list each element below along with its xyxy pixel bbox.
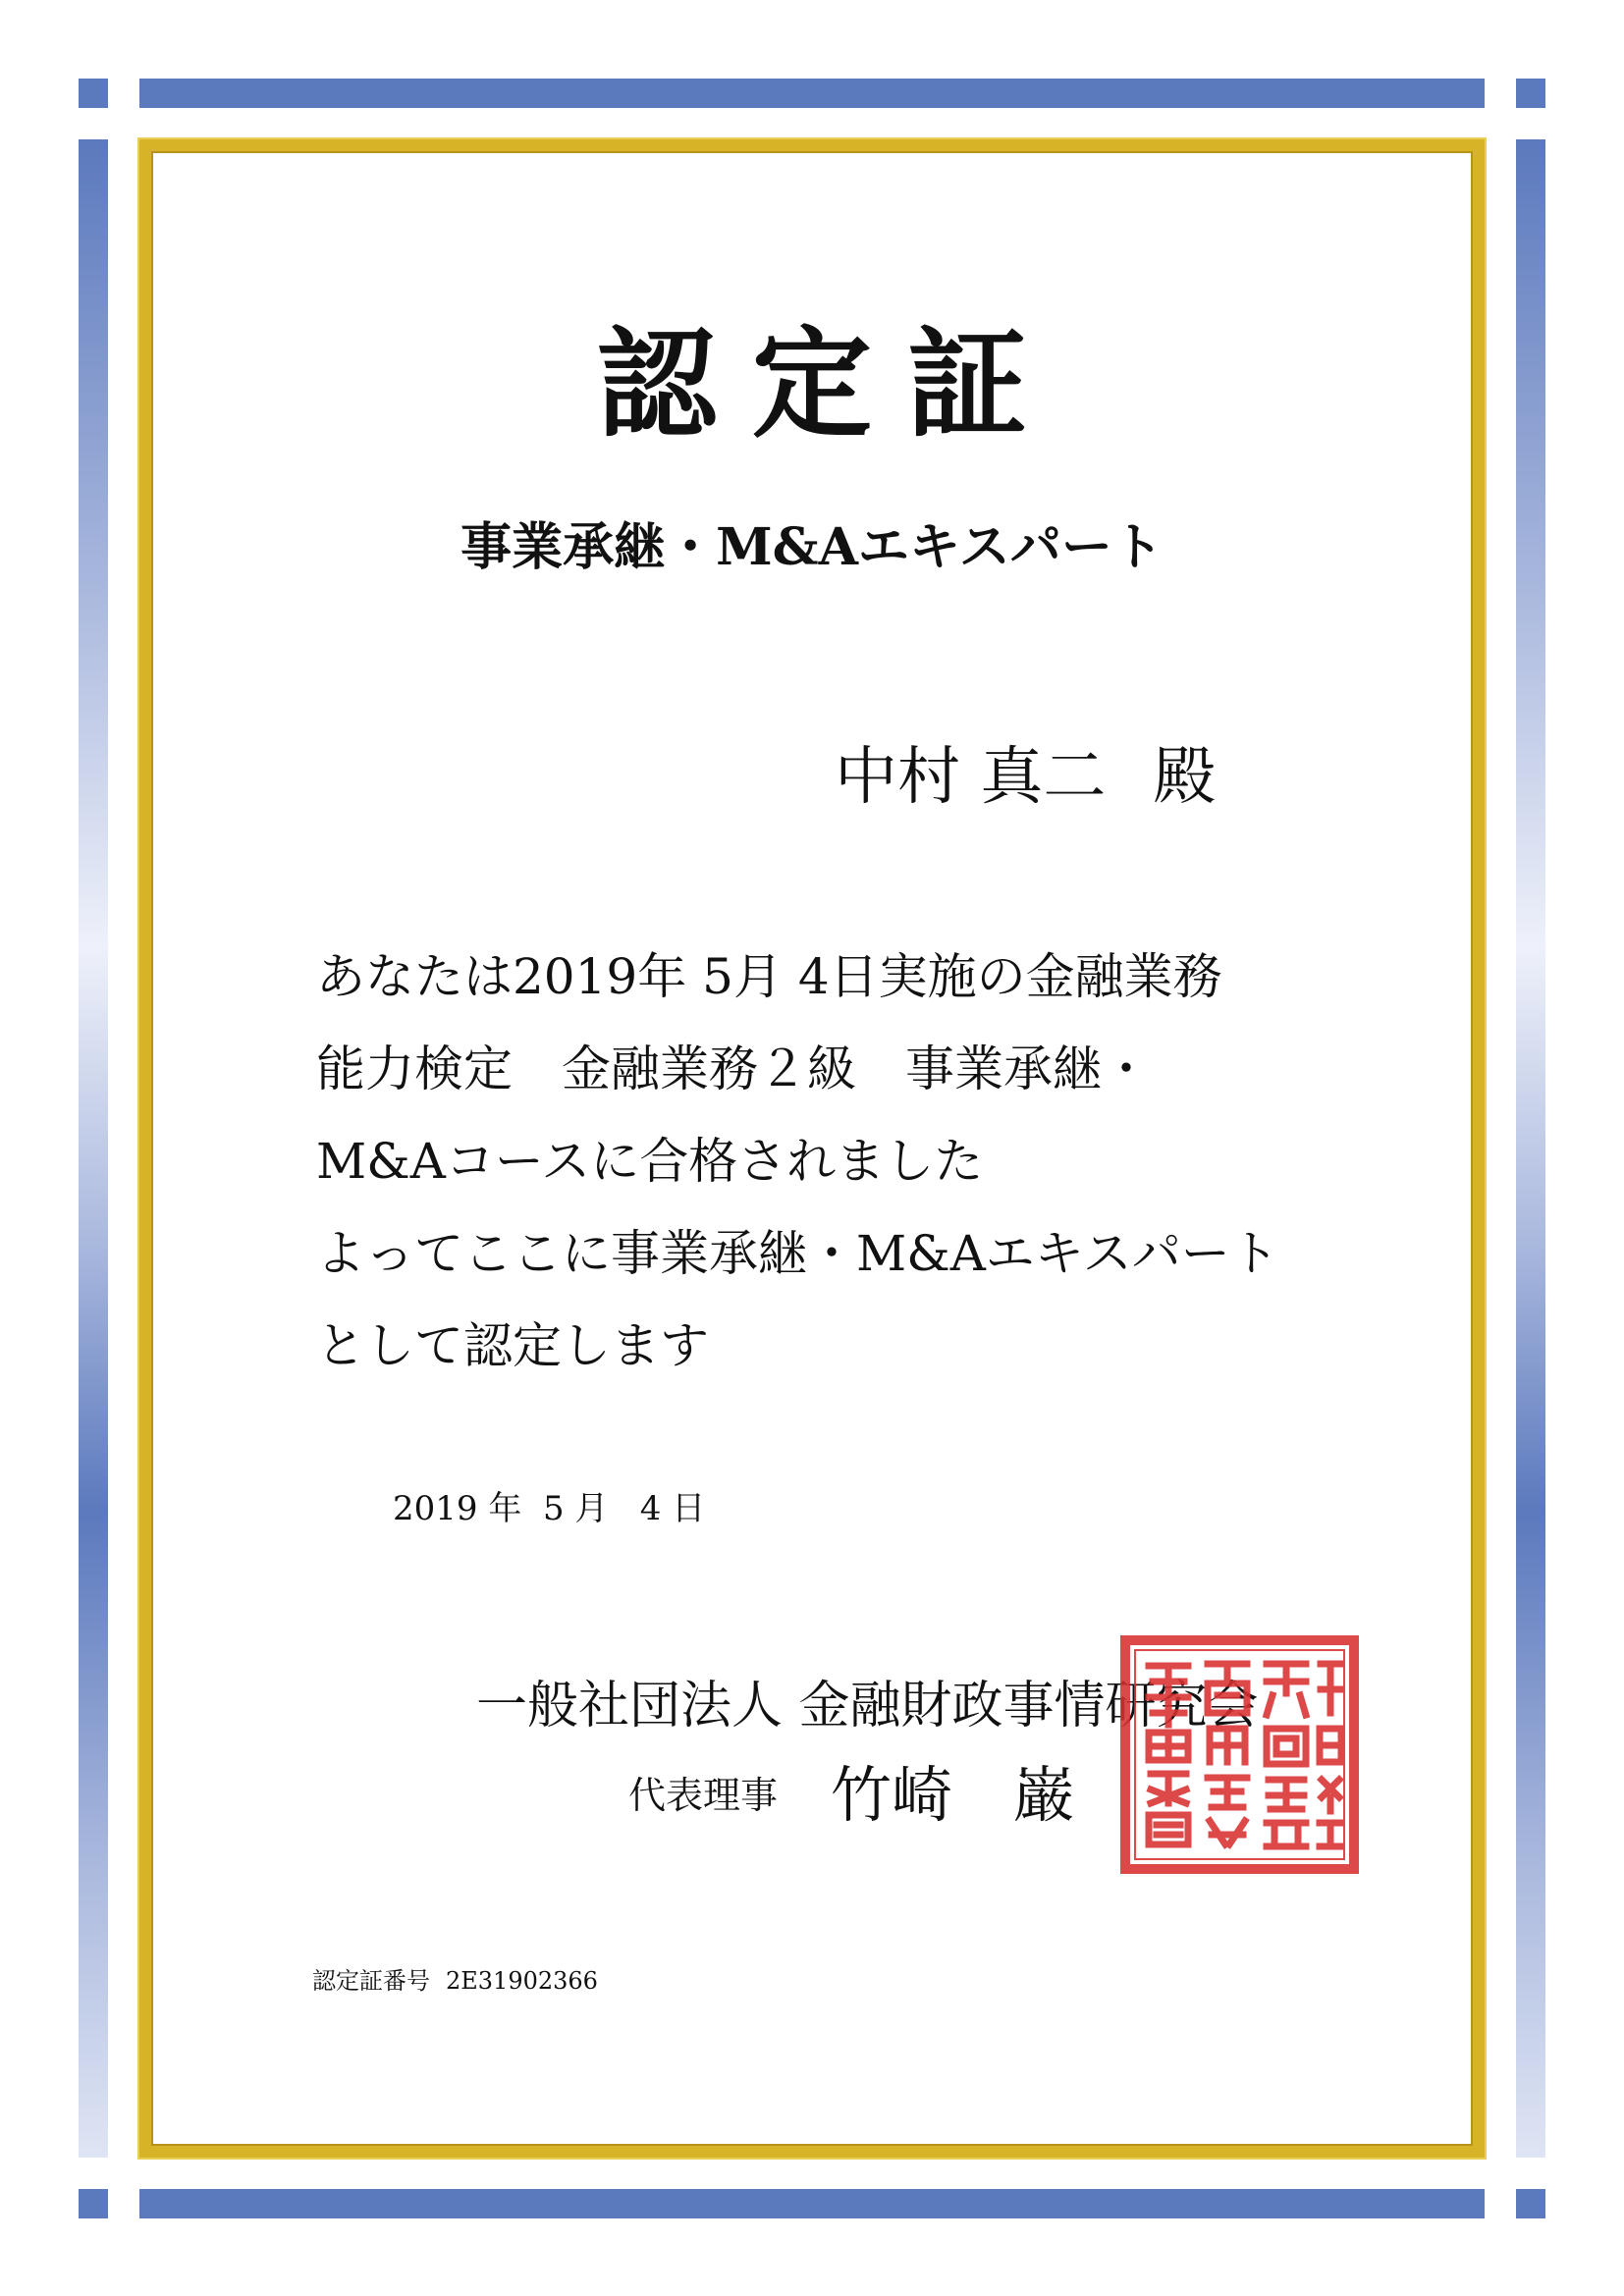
frame-corner <box>79 2189 108 2218</box>
frame-corner <box>1516 79 1545 108</box>
certificate-body <box>316 931 1337 1392</box>
certificate-subtitle: 事業承継・M&Aエキスパート <box>460 517 1164 577</box>
body-line: 能力検定 金融業務２級 事業承継・ <box>316 1041 1151 1097</box>
body-line: よってここに事業承継・M&Aエキスパート <box>316 1225 1279 1282</box>
certificate-number: 2E31902366 <box>446 1967 598 1995</box>
frame-corner <box>79 79 108 108</box>
certificate-title: 認定証 <box>597 313 1062 454</box>
body-line: あなたは2019年 5月 4日実施の金融業務 <box>316 948 1222 1005</box>
certificate-number-label: 認定証番号 <box>312 1967 430 1995</box>
certificate-number-line <box>312 1969 598 1993</box>
issue-date: 2019 年 5 月 4 日 <box>393 1489 706 1528</box>
body-line: として認定します <box>316 1317 709 1374</box>
frame-top-bar <box>139 79 1485 108</box>
recipient-honorific: 殿 <box>1153 741 1217 814</box>
representative-line <box>628 1759 1075 1831</box>
official-seal <box>1119 1634 1360 1875</box>
recipient-name: 中村 真二 <box>835 741 1107 814</box>
issuer-organization: 一般社団法人 金融財政事情研究会 <box>476 1677 1259 1735</box>
body-line: M&Aコースに合格されました <box>316 1133 984 1190</box>
frame-bottom-bar <box>139 2189 1485 2218</box>
recipient-line <box>835 741 1217 814</box>
representative-name: 竹崎 巌 <box>831 1759 1075 1831</box>
frame-corner <box>1516 2189 1545 2218</box>
representative-title: 代表理事 <box>628 1774 779 1817</box>
